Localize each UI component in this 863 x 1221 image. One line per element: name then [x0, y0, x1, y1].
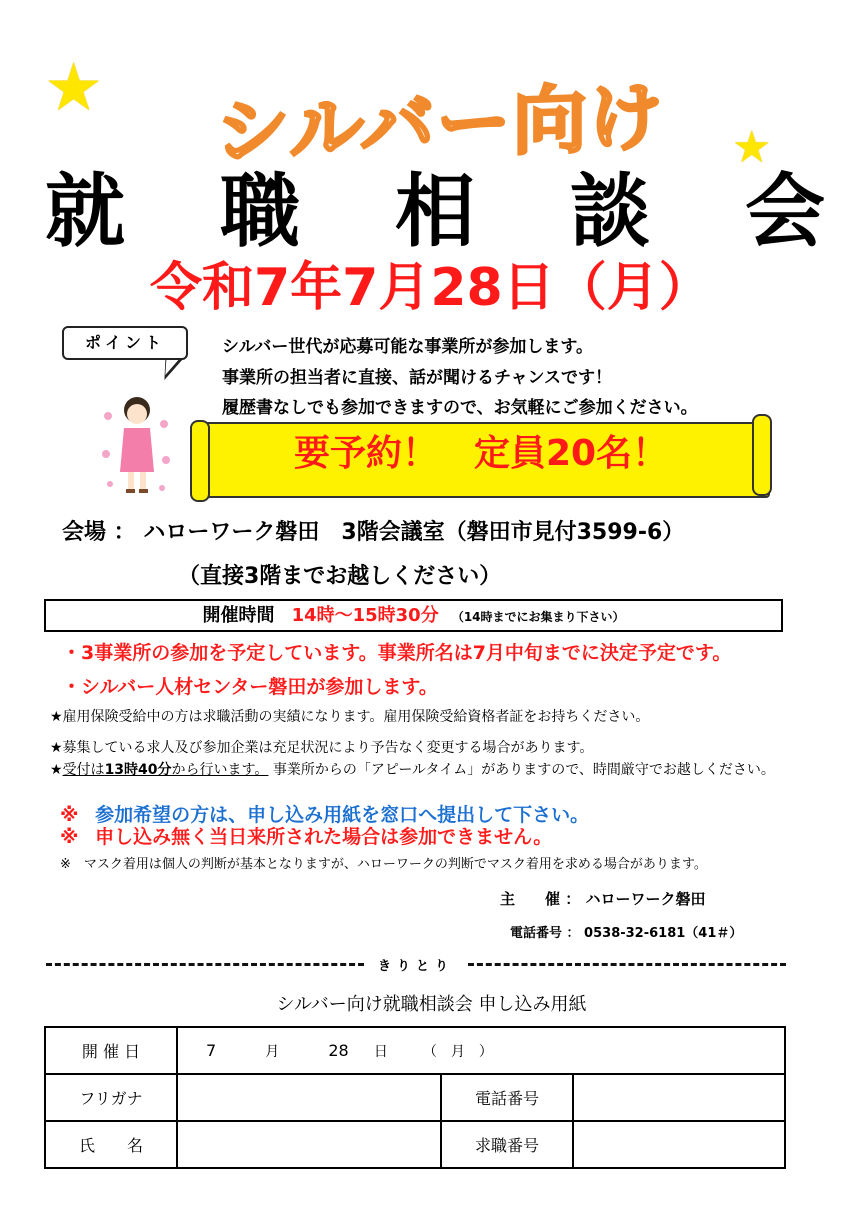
note-line: ★雇用保険受給中の方は求職活動の実績になります。雇用保険受給資格者証をお持ちください。 [50, 709, 650, 725]
date-day-num: 28 [328, 1040, 349, 1060]
title-char: 職 [220, 165, 300, 258]
reception-label: 受付は [62, 762, 105, 778]
date-weekday: （ 月 ） [422, 1043, 493, 1060]
organizer: 主 催 ： ハローワーク磐田 [500, 890, 706, 908]
red-note: ・シルバー人材センター磐田が参加します。 [62, 676, 438, 698]
label-phone: 電話番号 [441, 1074, 573, 1121]
note-mark: ※ [60, 804, 79, 826]
title-char: 会 [745, 165, 825, 258]
title-char: 就 [45, 165, 125, 258]
note-text: 申し込み無く当日来所された場合は参加できません。 [95, 826, 553, 848]
main-title [45, 165, 825, 258]
date-month: 月 [265, 1043, 280, 1060]
dashed-line [46, 963, 364, 966]
star-icon: ★ [732, 122, 772, 173]
note-line: ★募集している求人及び参加企業は充足状況により予告なく変更する場合があります。 [50, 740, 594, 756]
reservation-text: 要予約！ 定員20名！ [293, 433, 669, 474]
date-value [177, 1027, 785, 1074]
point-line: シルバー世代が応募可能な事業所が参加します。 [222, 337, 594, 357]
date-month-num: 7 [206, 1040, 217, 1060]
job-number-field[interactable] [573, 1121, 785, 1168]
venue-note: （直接3階までお越しください） [178, 564, 502, 589]
point-line: 事業所の担当者に直接、話が聞けるチャンスです！ [222, 368, 612, 388]
appeal-note: 事業所からの「アピールタイム」がありますので、時間厳守でお越しください。 [272, 762, 775, 778]
cut-label: きりとり [378, 959, 455, 974]
cut-line [46, 955, 786, 974]
time-note: （14時までにお集まり下さい） [451, 610, 625, 624]
reception-time: 13時40分 [104, 762, 172, 778]
form-title: シルバー向け就職相談会 申し込み用紙 [276, 994, 587, 1015]
woman-illustration [102, 394, 172, 498]
note-text: 参加希望の方は、申し込み用紙を窓口へ提出して下さい。 [95, 804, 590, 826]
title-char: 相 [395, 165, 475, 258]
point-badge: ポイント [62, 326, 188, 360]
time-value: 14時～15時30分 [291, 605, 439, 626]
title-silver: シルバー向け [215, 74, 665, 176]
red-bold-note [60, 828, 552, 847]
reception-suffix: から行います。 [171, 762, 269, 778]
date-day: 日 [373, 1043, 388, 1060]
note-star: ★ [50, 762, 63, 778]
furigana-field[interactable] [177, 1074, 441, 1121]
point-line: 履歴書なしでも参加できますので、お気軽にご参加ください。 [222, 398, 698, 418]
application-form [44, 1026, 786, 1169]
event-date: 令和7年7月28日（月） [150, 258, 711, 318]
mask-note: ※ マスク着用は個人の判断が基本となりますが、ハローワークの判断でマスク着用を求める場合があります。 [60, 857, 707, 872]
name-field[interactable] [177, 1121, 441, 1168]
dashed-line [468, 963, 786, 966]
time-label: 開催時間 [202, 605, 275, 626]
venue-line: 会場 ： ハローワーク磐田 3階会議室（磐田市見付3599-6） [62, 520, 685, 545]
label-furigana: フリガナ [45, 1074, 177, 1121]
reception-text [63, 762, 269, 778]
label-job-number: 求職番号 [441, 1121, 573, 1168]
phone-number: 電話番号 ： 0538-32-6181（41＃） [510, 926, 743, 941]
label-date: 開 催 日 [45, 1027, 177, 1074]
title-char: 談 [570, 165, 650, 258]
note-line [50, 761, 800, 779]
phone-field[interactable] [573, 1074, 785, 1121]
label-name: 氏 名 [45, 1121, 177, 1168]
time-box [44, 599, 783, 632]
star-icon: ★ [44, 49, 104, 126]
red-note: ・3事業所の参加を予定しています。事業所名は7月中旬までに決定予定です。 [62, 642, 732, 664]
note-mark: ※ [60, 826, 79, 848]
blue-note [60, 806, 589, 825]
